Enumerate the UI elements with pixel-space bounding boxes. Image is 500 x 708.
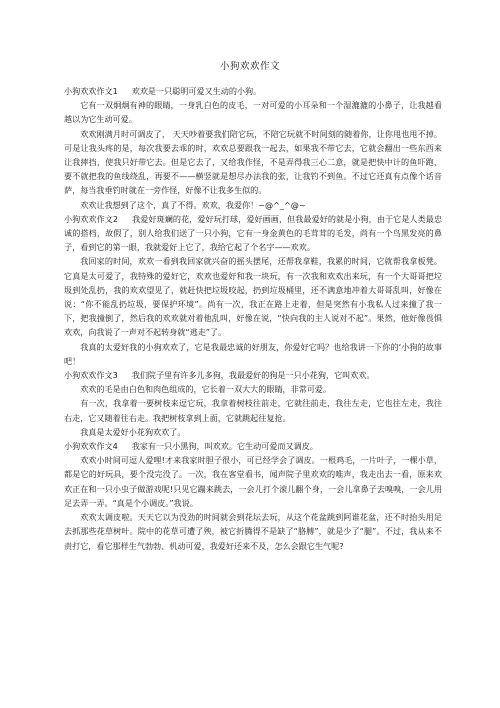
section-heading: [64, 84, 442, 98]
document-body: [64, 84, 442, 553]
paragraph: 我回家的时间，欢欢一看到我回家就兴奋的摇头摆尾，还帮我拿鞋，我累的时间，它就帮我拿板凳。它真是太可爱了，我特殊的爱好它，欢欢也爱好和我一块玩，有一次我和欢欢出来玩，有一个大哥哥把垃圾到处乱扔，我的欢欢望见了，就赶快把垃圾咬起，扔到垃圾桶里，还不满意地冲着大哥哥乱叫，好像在说：“你不能乱扔垃圾，要保护环境”。尚有一次，我正在路上走着，但是突然有小我私人过来撞了我一下，把我撞倒了，然后我的欢欢就对着他乱叫，好像在说，“快向我的主人说对不起”。果然，他好像畏惧欢欢，向我说了一声对不起转身就“逃走”了。: [64, 256, 442, 338]
section-label: 小狗欢欢作文1: [64, 86, 118, 96]
section-heading: [64, 439, 442, 453]
paragraph: 欢欢太调皮啦。天天它以为没劲的时间就会到花坛去玩，从这个花盆跳到阿谁花盆，还不时抬头用足去抓那些花草树叶。院中的花草可遭了殃，被它折腾得不是缺了“胳膊”，就是少了“腿”。不过，我从来不责打它，看它那样生气勃勃、机动可爱，我爱好还来不及，怎么会跟它生气呢?: [64, 512, 442, 551]
section-label: 小狗欢欢作文2: [64, 213, 119, 224]
section-lead-text: 我们院子里有许多儿多狗，我最爱好的狗是一只小花狗，它叫欢欢。: [131, 370, 375, 381]
section-heading: [64, 368, 442, 382]
section-label: 小狗欢欢作文4: [64, 441, 118, 452]
paragraph: 有一次，我拿着一要树枝来逗它玩，我拿着树枝往前走，它就往前走，我往左走，它也往左走，我往右走，它又随着往右走。我把树枝拿到上面，它就跳起往复抢。: [64, 398, 442, 423]
section-heading: [64, 212, 442, 255]
section-lead-text: 我爱好斑斓的花，爱好玩打球，爱好画画，但我最爱好的就是小狗，由于它是人类最忠诚的搭档，故假了，别人给我们送了一只小狗，它有一身金黄色的毛茸茸的毛发，尚有一个鸟黑发亮的鼻子，看到它的第一眼，我就爱好上它了，我给它起了个名字——欢欢。: [64, 213, 442, 253]
paragraph: 欢欢的毛是由白色和肉色组成的，它长着一双大大的眼睛，非常可爱。: [80, 384, 332, 395]
section-lead-text: 欢欢是一只聪明可爱又生动的小狗。: [131, 86, 262, 96]
paragraph: 欢欢让我想到了这个，真了不得。欢欢，我爱你！~@^_^@~: [80, 199, 306, 210]
paragraph: 欢欢刚满月时可调皮了， 天天吵着要我们陪它玩，不陪它玩就不时间刻的随着你，让你甩也甩不掉。可是让我头疼的是，每次我要去乖的时，欢欢总要跟我一起去，如果我不带它去，它就会翻出一些东西来让我摔挡，使我只好带它去。但是它去了，又给我作怪，不是弄得我三心二意，就是把快中计的鱼吓跑，要不就把我的鱼线绕乱，再要不——横竖就是想尽办法我的张，让我钓不到鱼。不过它还真有点像个话音萨，每当我垂钓时就在一旁作怪，好像不让我多生似的。: [64, 128, 442, 196]
paragraph: 我真的太爱好我的小狗欢欢了，它是我最忠诚的好朋友，你爱好它吗？也给我讲一下你的‘小狗的故事吧！: [64, 341, 442, 366]
paragraph: 欢欢小时间可逗人爱哩!才来我家时胆子很小，可已经学会了调皮。一根鸡毛，一片叶子，一棵小草，都是它的好玩具，要个没完没了。一次，我在客堂看书，闻声院子里欢欢的唯声，我走出去一看，原来欢欢正在和一只小虫子做游戏呢!只见它蹦来跳去，一会儿打个滚儿翻个身，一会儿拿鼻子去嗅嗅，一会儿用足去弄一弄。“真是个小调皮。”我说。: [64, 455, 442, 508]
paragraph: 我真是太爱好小花狗欢欢了。: [80, 426, 186, 437]
section-lead-text: 我家有一只小黑狗，叫欢欢。它生动可爱而又调皮。: [131, 441, 318, 452]
document-title: 小狗欢欢作文: [219, 61, 280, 72]
section-label: 小狗欢欢作文3: [64, 370, 118, 381]
paragraph: 它有一双炯炯有神的眼睛，一身乳白色的皮毛，一对可爱的小耳朵和一个湿漉漉的小鼻子，让我越看越以为它生动可爱。: [64, 100, 442, 125]
